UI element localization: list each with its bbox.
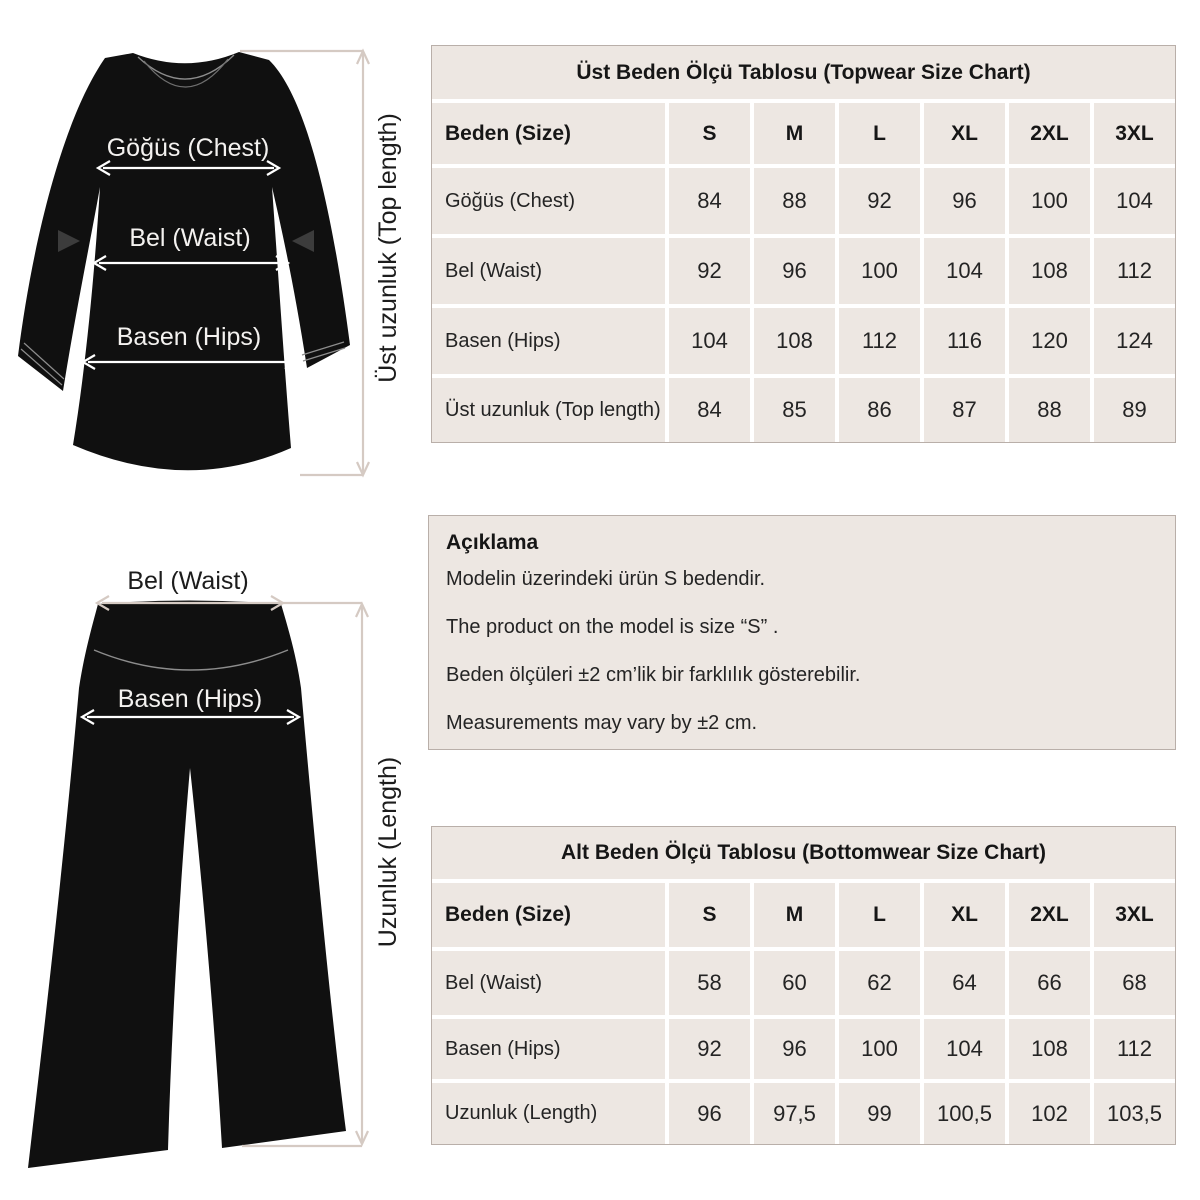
topwear-size-table xyxy=(431,45,1176,443)
header-cell: 3XL xyxy=(1094,883,1175,947)
pants-waist-label: Bel (Waist) xyxy=(127,567,249,595)
row-label-cell: Basen (Hips) xyxy=(432,1019,665,1079)
value-cell: 96 xyxy=(754,1019,835,1079)
value-cell: 108 xyxy=(754,308,835,374)
topwear-size-grid xyxy=(432,46,1175,442)
header-cell: Beden (Size) xyxy=(432,103,665,164)
header-cell: M xyxy=(754,883,835,947)
value-cell: 116 xyxy=(924,308,1005,374)
value-cell: 85 xyxy=(754,378,835,442)
bottomwear-size-grid xyxy=(432,827,1175,1144)
tunic-length-label: Üst uzunluk (Top length) xyxy=(374,113,402,383)
value-cell: 104 xyxy=(669,308,750,374)
value-cell: 100 xyxy=(839,1019,920,1079)
note-line: Measurements may vary by ±2 cm. xyxy=(446,712,758,734)
header-cell: M xyxy=(754,103,835,164)
header-cell: XL xyxy=(924,103,1005,164)
header-cell: 2XL xyxy=(1009,103,1090,164)
value-cell: 64 xyxy=(924,951,1005,1015)
value-cell: 60 xyxy=(754,951,835,1015)
note-line: Modelin üzerindeki ürün S bedendir. xyxy=(446,568,766,590)
tunic-silhouette xyxy=(18,52,350,470)
value-cell: 96 xyxy=(754,238,835,304)
value-cell: 97,5 xyxy=(754,1083,835,1144)
value-cell: 84 xyxy=(669,378,750,442)
header-cell: 3XL xyxy=(1094,103,1175,164)
garment-illustrations xyxy=(0,0,430,1200)
pants-length-label: Uzunluk (Length) xyxy=(374,756,402,948)
header-cell: L xyxy=(839,103,920,164)
bottomwear-size-table xyxy=(431,826,1176,1145)
header-cell: S xyxy=(669,103,750,164)
value-cell: 84 xyxy=(669,168,750,234)
header-cell: L xyxy=(839,883,920,947)
header-cell: 2XL xyxy=(1009,883,1090,947)
value-cell: 112 xyxy=(1094,1019,1175,1079)
value-cell: 96 xyxy=(669,1083,750,1144)
value-cell: 92 xyxy=(839,168,920,234)
value-cell: 96 xyxy=(924,168,1005,234)
note-title: Açıklama xyxy=(446,531,539,554)
tunic-waist-label: Bel (Waist) xyxy=(129,224,251,252)
value-cell: 108 xyxy=(1009,238,1090,304)
value-cell: 92 xyxy=(669,238,750,304)
value-cell: 99 xyxy=(839,1083,920,1144)
tunic-hips-label: Basen (Hips) xyxy=(116,323,262,351)
header-cell: XL xyxy=(924,883,1005,947)
value-cell: 124 xyxy=(1094,308,1175,374)
value-cell: 102 xyxy=(1009,1083,1090,1144)
value-cell: 104 xyxy=(1094,168,1175,234)
bottomwear-table-title: Alt Beden Ölçü Tablosu (Bottomwear Size Chart) xyxy=(432,827,1175,879)
value-cell: 86 xyxy=(839,378,920,442)
note-line: Beden ölçüleri ±2 cm’lik bir farklılık gösterebilir. xyxy=(446,664,861,686)
topwear-table-title: Üst Beden Ölçü Tablosu (Topwear Size Chart) xyxy=(432,46,1175,99)
value-cell: 100 xyxy=(1009,168,1090,234)
value-cell: 58 xyxy=(669,951,750,1015)
value-cell: 68 xyxy=(1094,951,1175,1015)
note-box xyxy=(428,515,1176,750)
value-cell: 62 xyxy=(839,951,920,1015)
pants-hips-label: Basen (Hips) xyxy=(117,685,263,713)
row-label-cell: Bel (Waist) xyxy=(432,951,665,1015)
value-cell: 100,5 xyxy=(924,1083,1005,1144)
value-cell: 88 xyxy=(1009,378,1090,442)
value-cell: 87 xyxy=(924,378,1005,442)
header-cell: S xyxy=(669,883,750,947)
row-label-cell: Basen (Hips) xyxy=(432,308,665,374)
row-label-cell: Uzunluk (Length) xyxy=(432,1083,665,1144)
value-cell: 103,5 xyxy=(1094,1083,1175,1144)
note-line: The product on the model is size “S” . xyxy=(446,616,779,638)
row-label-cell: Bel (Waist) xyxy=(432,238,665,304)
value-cell: 120 xyxy=(1009,308,1090,374)
value-cell: 88 xyxy=(754,168,835,234)
value-cell: 89 xyxy=(1094,378,1175,442)
value-cell: 112 xyxy=(1094,238,1175,304)
value-cell: 104 xyxy=(924,1019,1005,1079)
value-cell: 112 xyxy=(839,308,920,374)
row-label-cell: Üst uzunluk (Top length) xyxy=(432,378,665,442)
value-cell: 66 xyxy=(1009,951,1090,1015)
value-cell: 92 xyxy=(669,1019,750,1079)
value-cell: 108 xyxy=(1009,1019,1090,1079)
header-cell: Beden (Size) xyxy=(432,883,665,947)
value-cell: 104 xyxy=(924,238,1005,304)
value-cell: 100 xyxy=(839,238,920,304)
tunic-chest-label: Göğüs (Chest) xyxy=(106,134,270,162)
row-label-cell: Göğüs (Chest) xyxy=(432,168,665,234)
